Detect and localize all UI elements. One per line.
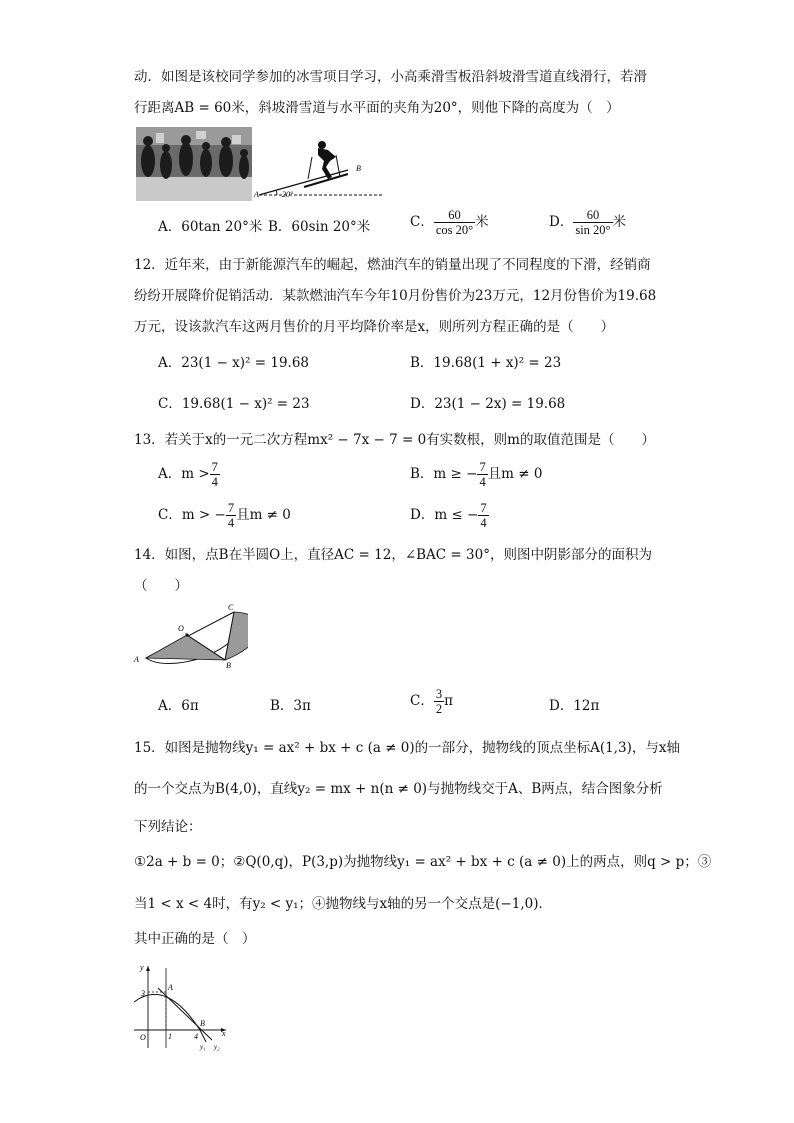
label-x-axis: x — [222, 1029, 226, 1038]
opt-suffix: 米 — [475, 214, 489, 230]
tick-4: 4 — [194, 1032, 198, 1041]
q13-option-c[interactable] — [158, 501, 291, 530]
q13-option-a[interactable] — [158, 460, 220, 489]
label-B: B — [226, 661, 231, 670]
q11-line2: 行距离AB = 60米，斜坡滑雪道与水平面的夹角为20°，则他下降的高度为（ ） — [134, 100, 620, 116]
q12-option-d[interactable]: D．23(1 − 2x) = 19.68 — [410, 396, 566, 412]
ice-sports-photo — [136, 127, 252, 201]
parabola-graph — [130, 960, 234, 1052]
opt-suffix: 米 — [612, 214, 627, 230]
fraction: $\frac{7}{4}$ — [211, 460, 218, 489]
ski-slope-figure — [252, 127, 384, 201]
q11-option-a[interactable]: A．60tan 20°米 — [158, 219, 263, 235]
q14-option-a[interactable]: A．6π — [158, 698, 199, 714]
opt-prefix: B．m ≥ − — [410, 466, 478, 482]
fraction: $\frac{7}{4}$ — [480, 501, 487, 530]
q15-line3: 下列结论： — [134, 819, 202, 835]
q12-option-c[interactable]: C．19.68(1 − x)² = 23 — [158, 396, 310, 412]
q14-option-d[interactable]: D．12π — [549, 698, 600, 714]
opt-prefix: C．m > − — [158, 507, 226, 523]
q12-option-a[interactable]: A．23(1 − x)² = 19.68 — [158, 355, 310, 371]
angle-label: 20° — [282, 190, 294, 199]
opt-prefix: D．m ≤ − — [410, 507, 479, 523]
q15-line1: 15．如图是抛物线y₁ = ax² + bx + c (a ≠ 0)的一部分，抛物线的顶点坐标A(1,3)，与x轴 — [134, 740, 681, 756]
opt-suffix: 且m ≠ 0 — [487, 466, 543, 482]
q13-option-b[interactable] — [410, 460, 542, 489]
label-A: A — [134, 655, 139, 664]
opt-prefix: C． — [410, 693, 434, 709]
label-A: A — [254, 190, 259, 199]
label-O: O — [178, 624, 184, 633]
label-A: A — [168, 983, 173, 992]
label-B: B — [200, 1019, 205, 1028]
fraction: $\frac{60}{\cos 20^\circ}$ — [435, 208, 474, 237]
q12-line2: 纷纷开展降价促销活动．某款燃油汽车今年10月份售价为23万元，12月份售价为19.68 — [134, 288, 657, 304]
q12-option-b[interactable]: B．19.68(1 + x)² = 23 — [410, 355, 562, 371]
opt-suffix: π — [444, 693, 453, 709]
q11-option-b[interactable]: B．60sin 20°米 — [268, 219, 371, 235]
fraction: $\frac{7}{4}$ — [479, 460, 486, 489]
opt-prefix: A．m > — [158, 466, 210, 482]
label-C: C — [228, 603, 234, 612]
label-y2: y₂ — [214, 1043, 220, 1051]
fraction: $\frac{60}{\sin 20^\circ}$ — [575, 208, 611, 237]
q15-line2: 的一个交点为B(4,0)，直线y₂ = mx + n(n ≠ 0)与抛物线交于A、B两点，结合图象分析 — [134, 781, 663, 797]
semicircle-figure — [130, 602, 248, 682]
tick-3: 3 — [141, 989, 145, 998]
q14-line2: （ ） — [134, 578, 188, 594]
label-B: B — [356, 164, 361, 173]
tick-1: 1 — [168, 1032, 172, 1041]
q15-line4: ①2a + b = 0；②Q(0,q)，P(3,p)为抛物线y₁ = ax² + bx + c (a ≠ 0)上的两点，则q > p；③ — [134, 854, 712, 870]
q11-line1: 动．如图是该校同学参加的冰雪项目学习，小高乘滑雪板沿斜坡滑雪道直线滑行，若滑 — [134, 69, 647, 85]
opt-prefix: C． — [410, 214, 434, 230]
q15-line6: 其中正确的是（ ） — [134, 931, 256, 947]
fraction: $\frac{7}{4}$ — [227, 501, 235, 530]
opt-suffix: 且m ≠ 0 — [236, 507, 291, 523]
q15-line5: 当1 < x < 4时，有y₂ < y₁；④抛物线与x轴的另一个交点是(−1,0)． — [134, 896, 552, 912]
q13-option-d[interactable] — [410, 501, 489, 530]
q11-option-c[interactable] — [410, 208, 489, 237]
q11-option-d[interactable] — [549, 208, 626, 237]
label-y1: y₁ — [200, 1043, 206, 1051]
q12-line3: 万元，设该款汽车这两月售价的月平均降价率是x，则所列方程正确的是（ ） — [134, 319, 615, 335]
q13-line1: 13．若关于x的一元二次方程mx² − 7x − 7 = 0有实数根，则m的取值范围是（ ） — [134, 432, 655, 448]
q12-line1: 12．近年来，由于新能源汽车的崛起，燃油汽车的销量出现了不同程度的下滑，经销商 — [134, 257, 651, 273]
label-y-axis: y — [140, 963, 144, 972]
opt-prefix: D． — [549, 214, 574, 230]
label-origin: O — [140, 1033, 146, 1042]
fraction: $\frac{3}{2}$ — [435, 687, 443, 716]
q14-option-b[interactable]: B．3π — [270, 698, 311, 714]
q14-option-c[interactable] — [410, 687, 453, 716]
q14-line1: 14．如图，点B在半圆O上，直径AC = 12，∠BAC = 30°，则图中阴影部分的面积为 — [134, 547, 652, 563]
